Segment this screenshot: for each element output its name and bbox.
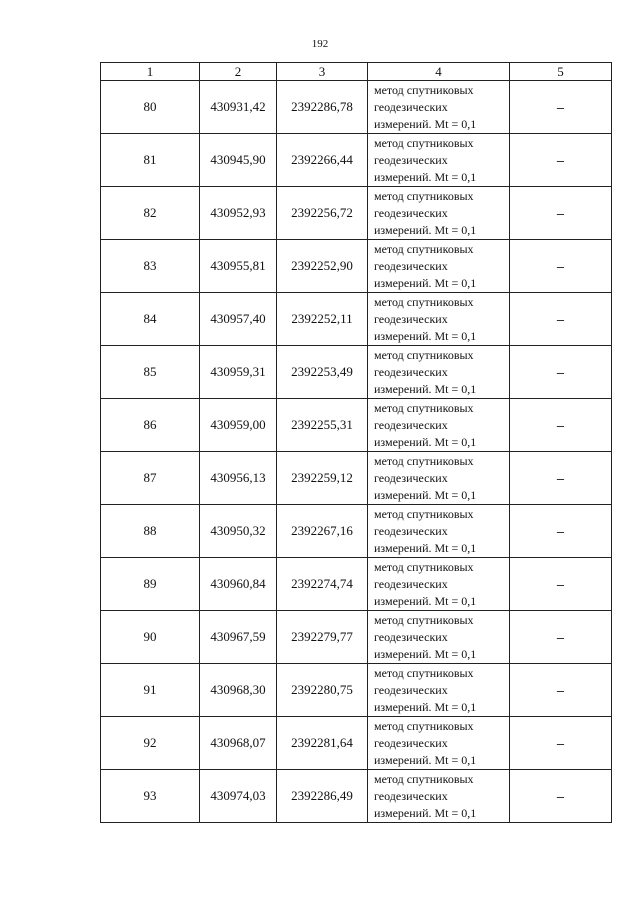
table-row xyxy=(101,346,612,399)
column-5-dash: – xyxy=(510,134,612,187)
method-line-1: метод спутниковых xyxy=(374,612,474,627)
method-line-2: геодезических xyxy=(374,152,448,167)
method-line-3: измерений. Mt = 0,1 xyxy=(374,593,477,608)
coordinate-x: 430968,07 xyxy=(200,717,277,770)
method-description xyxy=(368,293,510,346)
table-body xyxy=(101,81,612,823)
table-row xyxy=(101,505,612,558)
method-description xyxy=(368,240,510,293)
coordinate-y: 2392255,31 xyxy=(277,399,368,452)
method-line-1: метод спутниковых xyxy=(374,135,474,150)
coordinate-y: 2392281,64 xyxy=(277,717,368,770)
method-line-3: измерений. Mt = 0,1 xyxy=(374,222,477,237)
method-line-1: метод спутниковых xyxy=(374,294,474,309)
column-header-4: 4 xyxy=(368,63,510,81)
page-number: 192 xyxy=(311,38,329,50)
method-line-3: измерений. Mt = 0,1 xyxy=(374,646,477,661)
point-number: 87 xyxy=(101,452,200,505)
table-row xyxy=(101,187,612,240)
column-5-dash: – xyxy=(510,717,612,770)
point-number: 82 xyxy=(101,187,200,240)
column-5-dash: – xyxy=(510,770,612,823)
point-number: 88 xyxy=(101,505,200,558)
coordinate-y: 2392280,75 xyxy=(277,664,368,717)
method-line-3: измерений. Mt = 0,1 xyxy=(374,328,477,343)
method-line-2: геодезических xyxy=(374,311,448,326)
method-line-2: геодезических xyxy=(374,523,448,538)
method-line-1: метод спутниковых xyxy=(374,506,474,521)
column-header-2: 2 xyxy=(200,63,277,81)
coordinates-table xyxy=(100,62,612,823)
method-line-3: измерений. Mt = 0,1 xyxy=(374,275,477,290)
method-line-3: измерений. Mt = 0,1 xyxy=(374,540,477,555)
table-row xyxy=(101,81,612,134)
column-header-3: 3 xyxy=(277,63,368,81)
method-description xyxy=(368,717,510,770)
method-line-3: измерений. Mt = 0,1 xyxy=(374,169,477,184)
method-line-1: метод спутниковых xyxy=(374,400,474,415)
method-description xyxy=(368,134,510,187)
column-5-dash: – xyxy=(510,558,612,611)
coordinate-x: 430945,90 xyxy=(200,134,277,187)
coordinate-y: 2392266,44 xyxy=(277,134,368,187)
point-number: 89 xyxy=(101,558,200,611)
method-line-1: метод спутниковых xyxy=(374,665,474,680)
coordinate-x: 430959,31 xyxy=(200,346,277,399)
method-line-2: геодезических xyxy=(374,99,448,114)
method-line-1: метод спутниковых xyxy=(374,347,474,362)
table-row xyxy=(101,293,612,346)
method-line-2: геодезических xyxy=(374,417,448,432)
method-description xyxy=(368,770,510,823)
method-line-3: измерений. Mt = 0,1 xyxy=(374,381,477,396)
column-5-dash: – xyxy=(510,81,612,134)
method-description xyxy=(368,81,510,134)
point-number: 85 xyxy=(101,346,200,399)
coordinate-y: 2392286,78 xyxy=(277,81,368,134)
method-line-2: геодезических xyxy=(374,576,448,591)
table-row xyxy=(101,240,612,293)
method-line-1: метод спутниковых xyxy=(374,82,474,97)
point-number: 91 xyxy=(101,664,200,717)
coordinate-x: 430956,13 xyxy=(200,452,277,505)
column-5-dash: – xyxy=(510,611,612,664)
column-5-dash: – xyxy=(510,240,612,293)
coordinate-x: 430950,32 xyxy=(200,505,277,558)
coordinate-x: 430968,30 xyxy=(200,664,277,717)
table-row xyxy=(101,134,612,187)
point-number: 80 xyxy=(101,81,200,134)
point-number: 86 xyxy=(101,399,200,452)
point-number: 83 xyxy=(101,240,200,293)
point-number: 84 xyxy=(101,293,200,346)
method-line-1: метод спутниковых xyxy=(374,453,474,468)
coordinate-x: 430957,40 xyxy=(200,293,277,346)
column-5-dash: – xyxy=(510,346,612,399)
column-header-1: 1 xyxy=(101,63,200,81)
point-number: 93 xyxy=(101,770,200,823)
table-row xyxy=(101,399,612,452)
method-description xyxy=(368,558,510,611)
method-description xyxy=(368,187,510,240)
coordinate-x: 430952,93 xyxy=(200,187,277,240)
point-number: 90 xyxy=(101,611,200,664)
coordinate-x: 430967,59 xyxy=(200,611,277,664)
coordinate-y: 2392252,90 xyxy=(277,240,368,293)
coordinate-y: 2392259,12 xyxy=(277,452,368,505)
table-header-row xyxy=(101,63,612,81)
table-row xyxy=(101,664,612,717)
table-row xyxy=(101,452,612,505)
column-5-dash: – xyxy=(510,664,612,717)
method-description xyxy=(368,399,510,452)
coordinate-y: 2392252,11 xyxy=(277,293,368,346)
coordinate-y: 2392267,16 xyxy=(277,505,368,558)
column-5-dash: – xyxy=(510,505,612,558)
method-description xyxy=(368,611,510,664)
coordinate-y: 2392279,77 xyxy=(277,611,368,664)
method-line-1: метод спутниковых xyxy=(374,188,474,203)
method-line-3: измерений. Mt = 0,1 xyxy=(374,805,477,820)
column-5-dash: – xyxy=(510,399,612,452)
method-line-2: геодезических xyxy=(374,258,448,273)
method-line-2: геодезических xyxy=(374,205,448,220)
method-line-2: геодезических xyxy=(374,682,448,697)
method-line-3: измерений. Mt = 0,1 xyxy=(374,434,477,449)
method-description xyxy=(368,452,510,505)
column-5-dash: – xyxy=(510,293,612,346)
table-row xyxy=(101,611,612,664)
coordinate-y: 2392274,74 xyxy=(277,558,368,611)
method-line-2: геодезических xyxy=(374,629,448,644)
method-line-2: геодезических xyxy=(374,788,448,803)
point-number: 81 xyxy=(101,134,200,187)
coordinate-x: 430931,42 xyxy=(200,81,277,134)
coordinate-x: 430955,81 xyxy=(200,240,277,293)
coordinate-x: 430960,84 xyxy=(200,558,277,611)
coordinate-x: 430974,03 xyxy=(200,770,277,823)
method-line-2: геодезических xyxy=(374,364,448,379)
method-description xyxy=(368,346,510,399)
table-row xyxy=(101,558,612,611)
method-line-3: измерений. Mt = 0,1 xyxy=(374,752,477,767)
method-line-1: метод спутниковых xyxy=(374,559,474,574)
method-line-3: измерений. Mt = 0,1 xyxy=(374,699,477,714)
method-line-1: метод спутниковых xyxy=(374,771,474,786)
point-number: 92 xyxy=(101,717,200,770)
coordinate-x: 430959,00 xyxy=(200,399,277,452)
method-line-1: метод спутниковых xyxy=(374,241,474,256)
method-line-2: геодезических xyxy=(374,735,448,750)
method-line-3: измерений. Mt = 0,1 xyxy=(374,116,477,131)
method-description xyxy=(368,505,510,558)
method-line-3: измерений. Mt = 0,1 xyxy=(374,487,477,502)
method-description xyxy=(368,664,510,717)
column-5-dash: – xyxy=(510,452,612,505)
coordinate-y: 2392256,72 xyxy=(277,187,368,240)
table-row xyxy=(101,717,612,770)
coordinate-y: 2392253,49 xyxy=(277,346,368,399)
column-header-5: 5 xyxy=(510,63,612,81)
method-line-2: геодезических xyxy=(374,470,448,485)
column-5-dash: – xyxy=(510,187,612,240)
coordinate-y: 2392286,49 xyxy=(277,770,368,823)
table-row xyxy=(101,770,612,823)
method-line-1: метод спутниковых xyxy=(374,718,474,733)
